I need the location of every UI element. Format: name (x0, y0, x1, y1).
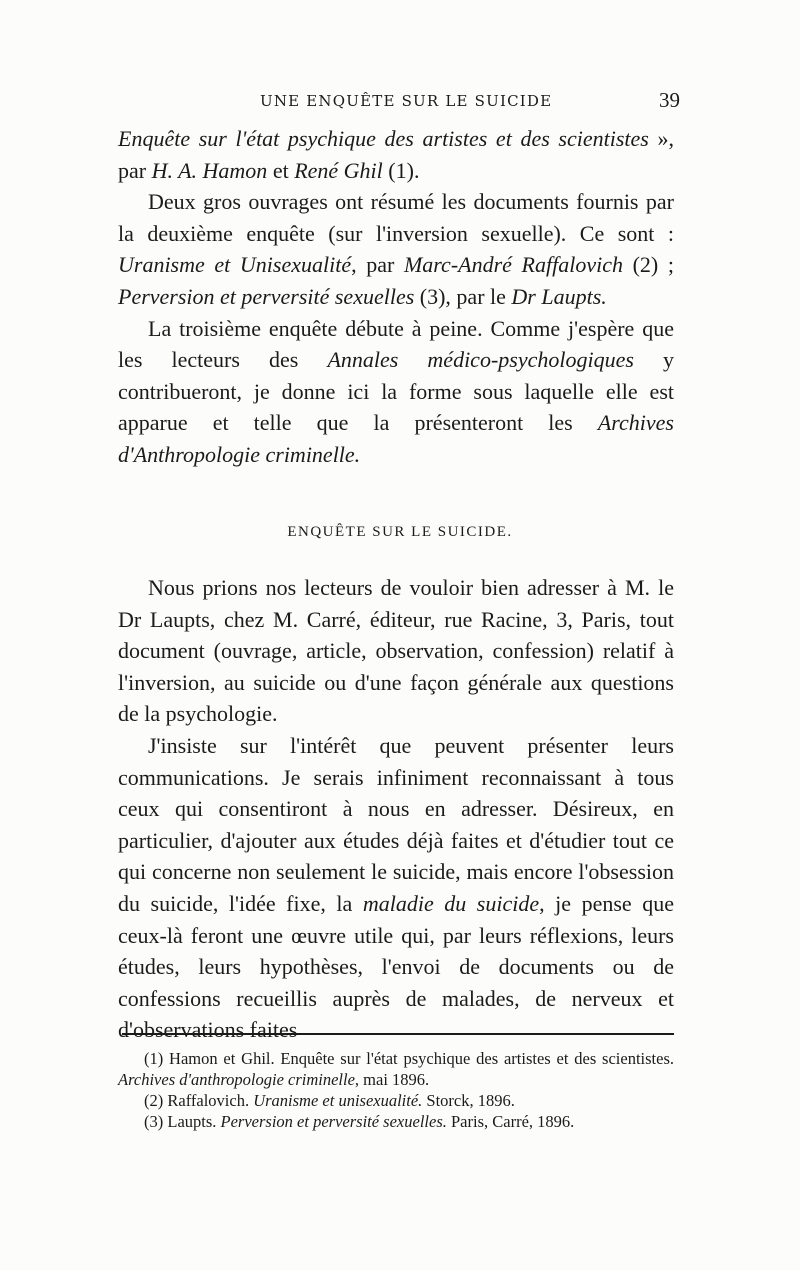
text-run: La troisième enquête débute à peine. Comme j'espère que les lecteurs des (118, 315, 674, 373)
running-head (120, 88, 680, 118)
italic-run: René Ghil (294, 157, 383, 183)
paragraph (118, 730, 674, 1046)
italic-run: Perversion et perversité sexuelles. (220, 1112, 447, 1131)
paragraph (118, 313, 674, 471)
italic-run: Uranisme et unisexualité. (253, 1091, 423, 1110)
text-run: , par (351, 252, 404, 278)
text-run: , mai 1896. (354, 1070, 430, 1089)
text-run: et (267, 157, 295, 183)
footnotes (118, 1048, 674, 1132)
italic-run: Marc-André Raffalovich (403, 252, 623, 278)
italic-run: maladie du suicide (362, 890, 540, 916)
italic-run: Archives d'Anthropologie criminelle. (118, 410, 674, 467)
text-run: Storck, 1896. (422, 1091, 515, 1110)
italic-run: Dr Laupts. (511, 283, 607, 309)
footnote (118, 1090, 674, 1111)
text-run: (3), par le (414, 283, 512, 309)
italic-run: Archives d'anthropologie criminelle (118, 1070, 355, 1089)
page-number: 39 (659, 88, 680, 112)
running-title: UNE ENQUÊTE SUR LE SUICIDE (260, 92, 553, 110)
italic-run: Perversion et perversité sexuelles (118, 283, 415, 309)
paragraph (118, 572, 674, 730)
section-heading: ENQUÊTE SUR LE SUICIDE. (287, 524, 513, 540)
paragraph (118, 186, 674, 312)
italic-run: Enquête sur l'état psychique des artistes et des scientistes (118, 126, 649, 151)
footnote-rule (122, 1033, 674, 1035)
text-run: J'insiste sur l'intérêt que peuvent présenter leurs communications. Je serais infiniment reconnaissant à tous ceux qui consentiront à nous en adresser. Désireux, en particulier, d'ajouter aux études déjà faites et d'étudier tout ce qui concerne non seulement le suicide, mais encore l'obsession du suicide, l'idée fixe, la (118, 732, 674, 916)
text-run: Deux gros ouvrages ont résumé les documents fournis par la deuxième enquête (sur l'inversion sexuelle). Ce sont : (118, 189, 674, 246)
paragraph (118, 123, 674, 186)
text-run: (2) ; (622, 252, 675, 278)
text-run: Nous prions nos lecteurs de vouloir bien adresser à M. le Dr Laupts, chez M. Carré, éditeur, rue Racine, 3, Paris, tout document (ouvrage, article, observation, confession) relatif à l'inversion, au suicide ou d'une façon générale aux questions de la psychologie. (118, 575, 674, 727)
italic-run: Uranisme et Unisexualité (118, 252, 352, 278)
text-run: (3) Laupts. (144, 1112, 221, 1131)
text-run: (1) Hamon et Ghil. Enquête sur l'état psychique des artistes et des scientistes. (144, 1049, 674, 1068)
text-run: , je pense que ceux-là feront une œuvre utile qui, par leurs réflexions, leurs études, leurs hypothèses, l'envoi de documents ou de confessions recueillis auprès de malades, de nerveux et d'observations faites (118, 890, 674, 1043)
text-run: y contribueront, je donne ici la forme sous laquelle elle est apparue et telle que la présenteront les (118, 347, 675, 436)
italic-run: Annales médico-psychologiques (327, 347, 634, 373)
text-run: Paris, Carré, 1896. (446, 1112, 575, 1131)
text-run: (2) Raffalovich. (144, 1091, 254, 1110)
italic-run: H. A. Hamon (151, 157, 268, 183)
body-text-top (118, 123, 674, 471)
footnote (118, 1048, 674, 1090)
body-text-bottom (118, 572, 674, 1046)
text-run: (1). (382, 157, 420, 183)
footnote (118, 1111, 674, 1132)
text-run: », par (118, 126, 674, 183)
